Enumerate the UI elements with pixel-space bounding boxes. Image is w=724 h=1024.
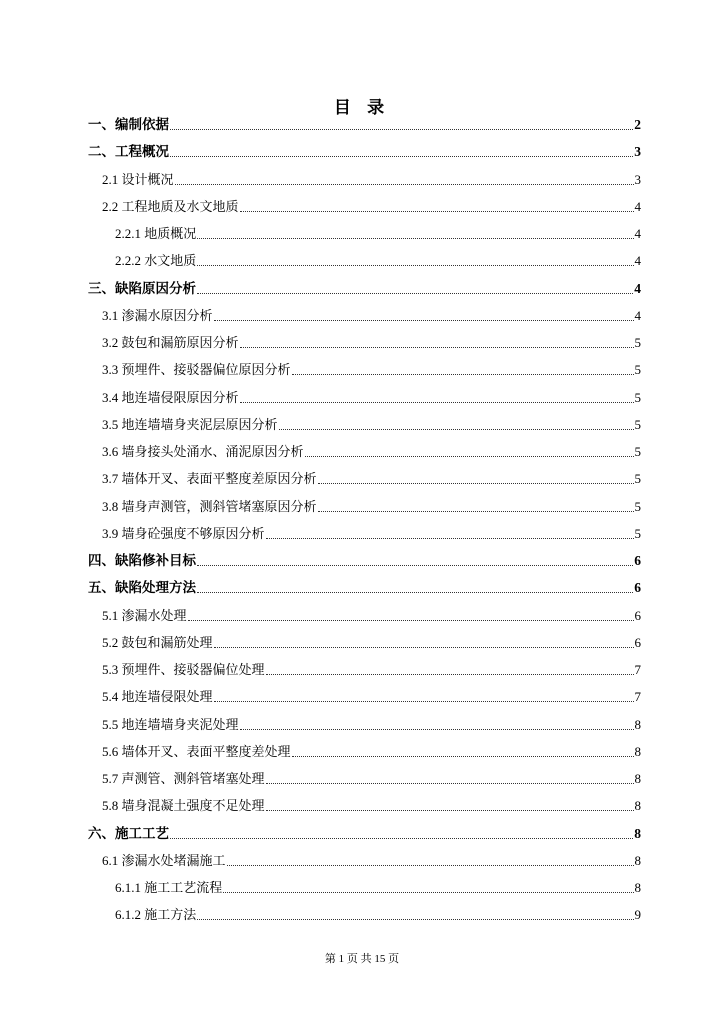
toc-entry-page-number: 8 <box>634 880 641 895</box>
toc-dot-leader <box>318 482 634 484</box>
toc-entry-label: 一、编制依据 <box>88 117 169 132</box>
toc-dot-leader <box>318 510 634 512</box>
toc-entry[interactable] <box>102 715 641 733</box>
toc-entry-page-number: 3 <box>634 171 641 187</box>
toc-dot-leader <box>266 809 634 811</box>
toc-entry[interactable] <box>88 115 641 133</box>
toc-entry-page-number: 4 <box>634 226 641 241</box>
toc-entry[interactable] <box>88 142 641 160</box>
toc-dot-leader <box>170 155 633 157</box>
toc-dot-leader <box>175 183 634 185</box>
toc-dot-leader <box>170 837 633 839</box>
toc-entry-label: 3.5 地连墙墙身夹泥层原因分析 <box>102 416 278 432</box>
toc-entry[interactable] <box>102 469 641 487</box>
toc-entry[interactable] <box>115 905 641 923</box>
toc-entry[interactable] <box>102 660 641 678</box>
toc-entry-page-number: 7 <box>634 689 641 705</box>
toc-dot-leader <box>240 401 634 403</box>
page-footer: 第 1 页 共 15 页 <box>324 953 400 965</box>
toc-entry-label: 6.1 渗漏水处堵漏施工 <box>102 852 226 868</box>
toc-entry[interactable] <box>88 578 641 596</box>
toc-entry[interactable] <box>88 824 641 842</box>
toc-dot-leader <box>240 728 634 730</box>
toc-dot-leader <box>240 346 634 348</box>
toc-dot-leader <box>292 373 634 375</box>
toc-dot-leader <box>223 891 633 893</box>
toc-entry-page-number: 6 <box>634 634 641 650</box>
toc-entry-label: 2.2.1 地质概况 <box>115 226 197 241</box>
toc-entry-label: 5.5 地连墙墙身夹泥处理 <box>102 716 239 732</box>
toc-entry[interactable] <box>102 742 641 760</box>
toc-entry-label: 6.1.2 施工方法 <box>115 907 197 923</box>
toc-entry-page-number: 4 <box>634 253 641 269</box>
toc-entry-page-number: 8 <box>634 743 641 759</box>
toc-entry-page-number: 6 <box>634 607 641 623</box>
toc-entry-page-number: 4 <box>634 198 641 214</box>
toc-entry[interactable] <box>115 251 641 269</box>
toc-dot-leader <box>170 128 633 130</box>
toc-dot-leader <box>266 673 634 675</box>
toc-entry-label: 五、缺陷处理方法 <box>88 580 196 596</box>
toc-entry-page-number: 5 <box>634 335 641 350</box>
toc-entry-page-number: 5 <box>634 389 641 405</box>
toc-entry-label: 3.2 鼓包和漏筋原因分析 <box>102 335 239 350</box>
toc-entry-page-number: 6 <box>634 553 641 568</box>
toc-dot-leader <box>197 591 633 593</box>
toc-dot-leader <box>188 619 634 621</box>
toc-entry-page-number: 4 <box>634 307 641 323</box>
toc-dot-leader <box>266 782 634 784</box>
toc-entry[interactable] <box>102 442 641 460</box>
toc-dot-leader <box>197 237 633 239</box>
toc-entry-page-number: 5 <box>634 525 641 541</box>
toc-entry-label: 六、施工工艺 <box>88 825 169 841</box>
toc-entry-label: 5.8 墙身混凝土强度不足处理 <box>102 798 265 814</box>
toc-entry-page-number: 5 <box>634 444 641 459</box>
toc-entry-label: 3.4 地连墙侵限原因分析 <box>102 389 239 405</box>
toc-entry-label: 3.8 墙身声测管，测斜管堵塞原因分析 <box>102 498 317 514</box>
toc-entry-label: 3.1 渗漏水原因分析 <box>102 307 213 323</box>
toc-entry-page-number: 7 <box>634 662 641 677</box>
toc-dot-leader <box>197 264 633 266</box>
toc-dot-leader <box>305 455 634 457</box>
toc-entry-page-number: 8 <box>634 825 641 841</box>
toc-entry[interactable] <box>102 388 641 406</box>
toc-entry-label: 2.2 工程地质及水文地质 <box>102 198 239 214</box>
toc-entry[interactable] <box>102 306 641 324</box>
toc-entry-label: 二、工程概况 <box>88 144 169 160</box>
toc-entry-label: 三、缺陷原因分析 <box>88 280 196 296</box>
toc-dot-leader <box>279 428 634 430</box>
toc-dot-leader <box>214 319 634 321</box>
toc-entry[interactable] <box>115 224 641 242</box>
toc-entry[interactable] <box>102 360 641 378</box>
toc-dot-leader <box>227 864 634 866</box>
toc-dot-leader <box>197 918 633 920</box>
toc-dot-leader <box>214 700 634 702</box>
toc-entry-label: 2.2.2 水文地质 <box>115 253 197 269</box>
toc-entry[interactable] <box>102 333 641 351</box>
toc-entry[interactable] <box>88 551 641 569</box>
toc-entry[interactable] <box>102 415 641 433</box>
toc-entry[interactable] <box>115 878 641 896</box>
toc-entry[interactable] <box>88 279 641 297</box>
toc-entry-page-number: 6 <box>634 580 641 596</box>
toc-entry[interactable] <box>102 796 641 814</box>
toc-entry-page-number: 8 <box>634 771 641 786</box>
toc-entry-page-number: 2 <box>634 117 641 132</box>
toc-entry-page-number: 5 <box>634 416 641 432</box>
toc-entry[interactable] <box>102 170 641 188</box>
toc-entry-label: 3.9 墙身砼强度不够原因分析 <box>102 525 265 541</box>
toc-dot-leader <box>292 755 634 757</box>
toc-dot-leader <box>266 537 634 539</box>
toc-entry-page-number: 4 <box>634 280 641 296</box>
toc-entry-page-number: 8 <box>634 852 641 868</box>
toc-dot-leader <box>197 292 633 294</box>
toc-dot-leader <box>197 564 633 566</box>
toc-entry-label: 3.6 墙身接头处涌水、涌泥原因分析 <box>102 444 304 459</box>
toc-entry[interactable] <box>102 524 641 542</box>
toc-entry-page-number: 5 <box>634 471 641 487</box>
toc-entry[interactable] <box>102 769 641 787</box>
toc-entry-label: 3.3 预埋件、接驳器偏位原因分析 <box>102 362 291 378</box>
toc-dot-leader <box>240 210 634 212</box>
toc-entry[interactable] <box>102 197 641 215</box>
toc-entry-label: 四、缺陷修补目标 <box>88 553 196 568</box>
toc-entry-page-number: 3 <box>634 144 641 160</box>
toc-entry-label: 5.4 地连墙侵限处理 <box>102 689 213 705</box>
toc-entry-label: 5.1 渗漏水处理 <box>102 607 187 623</box>
toc-entry-label: 2.1 设计概况 <box>102 171 174 187</box>
toc-entry-page-number: 8 <box>634 798 641 814</box>
toc-entry-label: 5.6 墙体开叉、表面平整度差处理 <box>102 743 291 759</box>
toc-entry-label: 5.3 预埋件、接驳器偏位处理 <box>102 662 265 677</box>
toc-entry-label: 6.1.1 施工工艺流程 <box>115 880 223 895</box>
toc-entry[interactable] <box>102 687 641 705</box>
toc-entry[interactable] <box>102 851 641 869</box>
toc-entry-label: 5.2 鼓包和漏筋处理 <box>102 634 213 650</box>
toc-entry-page-number: 5 <box>634 498 641 514</box>
toc-entry-page-number: 8 <box>634 716 641 732</box>
toc-entry-label: 3.7 墙体开叉、表面平整度差原因分析 <box>102 471 317 487</box>
toc-entry[interactable] <box>102 606 641 624</box>
toc-title: 目 录 <box>333 98 391 117</box>
toc-entry[interactable] <box>102 497 641 515</box>
toc-entry-page-number: 5 <box>634 362 641 378</box>
toc-entry-page-number: 9 <box>634 907 641 923</box>
toc-entry[interactable] <box>102 633 641 651</box>
toc-entry-label: 5.7 声测管、测斜管堵塞处理 <box>102 771 265 786</box>
toc-dot-leader <box>214 646 634 648</box>
